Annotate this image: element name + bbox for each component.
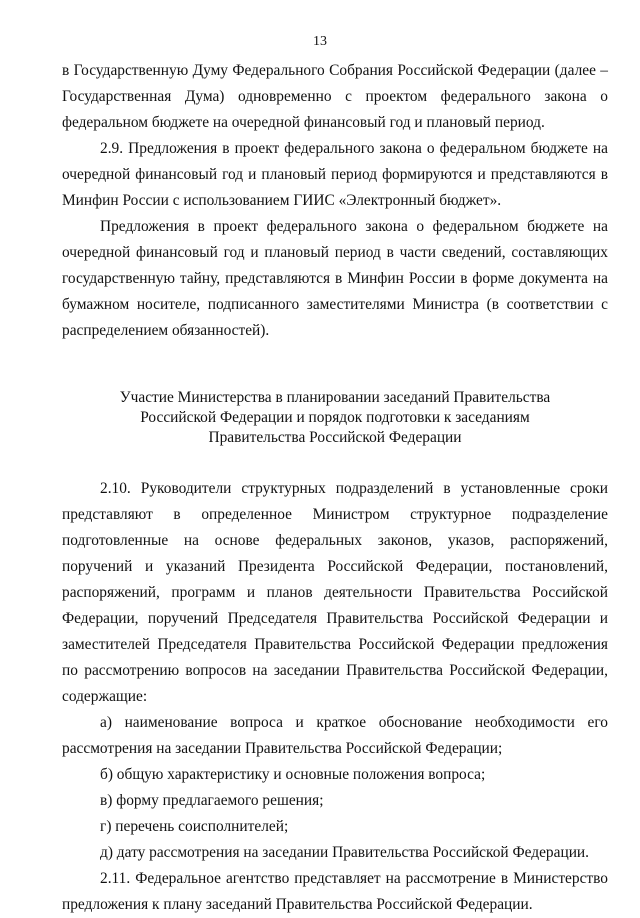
list-item-g: г) перечень соисполнителей; xyxy=(100,818,289,835)
list-item-b: б) общую характеристику и основные положения вопроса; xyxy=(100,766,486,783)
section-heading-line-3: Правительства Российской Федерации xyxy=(208,429,462,446)
section-heading-line-2: Российской Федерации и порядок подготовки к заседаниям xyxy=(140,409,530,426)
paragraph-2-10: 2.10. Руководители структурных подразделений в установленные сроки представляют в определенное Министром структурное подразделение подготовленные на основе федеральных законов, указов, распоряжений, поручений и указаний Президента Российской Федерации, постановлений, распоряжений, программ и планов деятельности Правительства Российской Федерации, поручений Председателя Правительства Российской Федерации и заместителей Председателя Правительства Российской Федерации предложения по рассмотрению вопросов на заседании Правительства Российской Федерации, содержащие: xyxy=(62,480,608,705)
paragraph-2-9: 2.9. Предложения в проект федерального закона о федеральном бюджете на очередной финансовый год и плановый период формируются и представляются в Минфин России с использованием ГИИС «Электронный бюджет». xyxy=(62,140,608,209)
document-body xyxy=(62,58,608,918)
section-heading-line-1: Участие Министерства в планировании заседаний Правительства xyxy=(119,389,551,406)
list-item-v: в) форму предлагаемого решения; xyxy=(100,792,324,809)
paragraph-2-11: 2.11. Федеральное агентство представляет на рассмотрение в Министерство предложения к плану заседаний Правительства Российской Федерации. xyxy=(62,870,608,913)
list-item-a: а) наименование вопроса и краткое обоснование необходимости его рассмотрения на заседании Правительства Российской Федерации; xyxy=(62,714,608,757)
page-number: 13 xyxy=(313,34,327,49)
section-heading xyxy=(62,388,608,448)
paragraph-continuation: в Государственную Думу Федерального Собрания Российской Федерации (далее – Государственная Дума) одновременно с проектом федерального закона о федеральном бюджете на очередной финансовый год и плановый период. xyxy=(62,62,608,131)
list-item-d: д) дату рассмотрения на заседании Правительства Российской Федерации. xyxy=(100,844,590,861)
paragraph-secret-proposals: Предложения в проект федерального закона о федеральном бюджете на очередной финансовый год и плановый период в части сведений, составляющих государственную тайну, представляются в Минфин России в форме документа на бумажном носителе, подписанного заместителями Министра (в соответствии с распределением обязанностей). xyxy=(62,218,608,339)
